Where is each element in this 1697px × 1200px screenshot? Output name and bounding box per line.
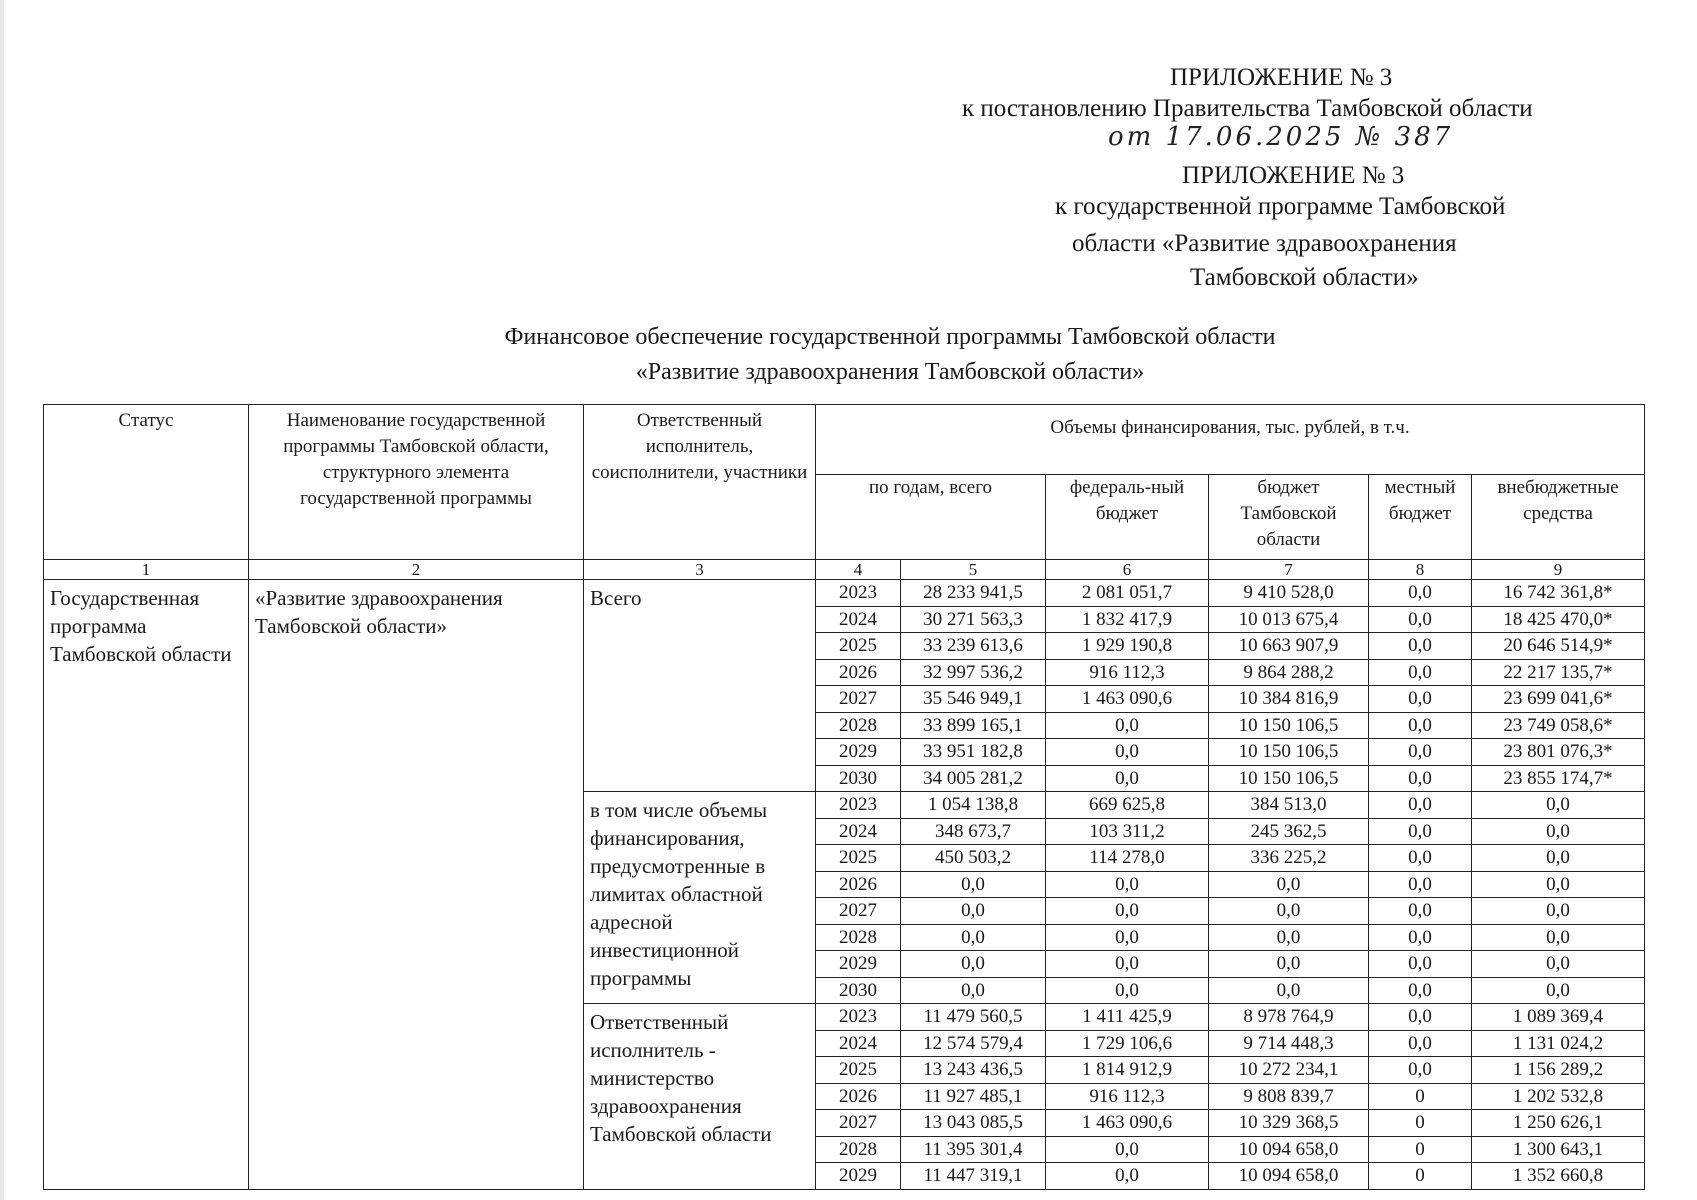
cell-regional: 9 410 528,0 — [1209, 580, 1369, 607]
cell-by-year-total: 33 899 165,1 — [901, 712, 1046, 739]
cell-by-year-total: 13 043 085,5 — [901, 1110, 1046, 1137]
executor-cell: в том числе объемы финансирования, предусмотренные в лимитах областной адресной инвестиционной программы — [584, 792, 816, 1004]
cell-extra: 0,0 — [1472, 924, 1645, 951]
decree-line: к постановлению Правительства Тамбовской области — [962, 95, 1533, 122]
cell-extra: 0,0 — [1472, 951, 1645, 978]
document-title-line-2: «Развитие здравоохранения Тамбовской области» — [635, 359, 1145, 385]
financing-table — [43, 404, 1645, 1190]
cell-local: 0,0 — [1369, 580, 1472, 607]
cell-extra: 16 742 361,8* — [1472, 580, 1645, 607]
cell-federal: 0,0 — [1046, 871, 1209, 898]
col-num: 7 — [1209, 560, 1369, 580]
cell-extra: 1 352 660,8 — [1472, 1163, 1645, 1190]
cell-regional: 0,0 — [1209, 951, 1369, 978]
cell-federal: 916 112,3 — [1046, 659, 1209, 686]
cell-federal: 1 729 106,6 — [1046, 1030, 1209, 1057]
cell-extra: 23 699 041,6* — [1472, 686, 1645, 713]
cell-federal: 0,0 — [1046, 951, 1209, 978]
cell-regional: 9 808 839,7 — [1209, 1083, 1369, 1110]
cell-local: 0,0 — [1369, 898, 1472, 925]
cell-by-year-total: 33 951 182,8 — [901, 739, 1046, 766]
cell-year: 2023 — [816, 1004, 901, 1031]
col-num: 5 — [901, 560, 1046, 580]
cell-local: 0,0 — [1369, 633, 1472, 660]
program-name-cell: «Развитие здравоохранения Тамбовской области» — [249, 580, 584, 1190]
header-executor: Ответственный исполнитель, соисполнители, участники — [584, 405, 816, 560]
cell-federal: 2 081 051,7 — [1046, 580, 1209, 607]
cell-regional: 10 150 106,5 — [1209, 712, 1369, 739]
col-num: 3 — [584, 560, 816, 580]
cell-by-year-total: 30 271 563,3 — [901, 606, 1046, 633]
cell-regional: 10 329 368,5 — [1209, 1110, 1369, 1137]
cell-by-year-total: 0,0 — [901, 977, 1046, 1004]
cell-year: 2027 — [816, 1110, 901, 1137]
cell-local: 0,0 — [1369, 871, 1472, 898]
cell-by-year-total: 0,0 — [901, 951, 1046, 978]
cell-year: 2024 — [816, 606, 901, 633]
cell-by-year-total: 35 546 949,1 — [901, 686, 1046, 713]
cell-year: 2029 — [816, 951, 901, 978]
executor-cell: Ответственный исполнитель - министерство здравоохранения Тамбовской области — [584, 1004, 816, 1190]
col-num: 2 — [249, 560, 584, 580]
cell-by-year-total: 0,0 — [901, 871, 1046, 898]
cell-extra: 0,0 — [1472, 818, 1645, 845]
cell-local: 0,0 — [1369, 1057, 1472, 1084]
header-by-year: по годам, всего — [816, 475, 1046, 560]
cell-federal: 0,0 — [1046, 977, 1209, 1004]
cell-by-year-total: 450 503,2 — [901, 845, 1046, 872]
cell-extra: 1 131 024,2 — [1472, 1030, 1645, 1057]
cell-regional: 384 513,0 — [1209, 792, 1369, 819]
column-number-row — [44, 560, 1645, 580]
program-line-2: области «Развитие здравоохранения — [1072, 230, 1457, 257]
cell-year: 2025 — [816, 845, 901, 872]
appendix-heading-2: ПРИЛОЖЕНИЕ № 3 — [1182, 162, 1405, 189]
cell-regional: 10 272 234,1 — [1209, 1057, 1369, 1084]
cell-year: 2030 — [816, 765, 901, 792]
cell-regional: 10 094 658,0 — [1209, 1163, 1369, 1190]
cell-regional: 245 362,5 — [1209, 818, 1369, 845]
cell-local: 0,0 — [1369, 818, 1472, 845]
document-title-line-1: Финансовое обеспечение государственной программы Тамбовской области — [504, 324, 1276, 350]
cell-year: 2025 — [816, 1057, 901, 1084]
cell-by-year-total: 13 243 436,5 — [901, 1057, 1046, 1084]
cell-extra: 0,0 — [1472, 871, 1645, 898]
cell-federal: 103 311,2 — [1046, 818, 1209, 845]
cell-year: 2030 — [816, 977, 901, 1004]
header-regional: бюджет Тамбовской области — [1209, 475, 1369, 560]
cell-extra: 1 202 532,8 — [1472, 1083, 1645, 1110]
col-num: 9 — [1472, 560, 1645, 580]
cell-extra: 0,0 — [1472, 845, 1645, 872]
cell-by-year-total: 11 395 301,4 — [901, 1136, 1046, 1163]
header-extra: внебюджетные средства — [1472, 475, 1645, 560]
cell-local: 0,0 — [1369, 739, 1472, 766]
cell-year: 2028 — [816, 924, 901, 951]
cell-extra: 18 425 470,0* — [1472, 606, 1645, 633]
cell-year: 2024 — [816, 1030, 901, 1057]
cell-regional: 9 864 288,2 — [1209, 659, 1369, 686]
cell-extra: 0,0 — [1472, 977, 1645, 1004]
scan-edge — [0, 0, 4, 1200]
cell-federal: 114 278,0 — [1046, 845, 1209, 872]
cell-by-year-total: 11 447 319,1 — [901, 1163, 1046, 1190]
header-status: Статус — [44, 405, 249, 560]
header-volumes: Объемы финансирования, тыс. рублей, в т.ч. — [816, 405, 1645, 475]
cell-federal: 1 814 912,9 — [1046, 1057, 1209, 1084]
cell-regional: 336 225,2 — [1209, 845, 1369, 872]
cell-year: 2025 — [816, 633, 901, 660]
cell-regional: 9 714 448,3 — [1209, 1030, 1369, 1057]
cell-year: 2029 — [816, 1163, 901, 1190]
col-num: 6 — [1046, 560, 1209, 580]
cell-regional: 0,0 — [1209, 977, 1369, 1004]
cell-by-year-total: 12 574 579,4 — [901, 1030, 1046, 1057]
cell-federal: 0,0 — [1046, 924, 1209, 951]
cell-local: 0,0 — [1369, 659, 1472, 686]
cell-local: 0,0 — [1369, 977, 1472, 1004]
cell-by-year-total: 11 927 485,1 — [901, 1083, 1046, 1110]
cell-federal: 0,0 — [1046, 1163, 1209, 1190]
col-num: 4 — [816, 560, 901, 580]
cell-year: 2023 — [816, 580, 901, 607]
handwritten-reference: от 17.06.2025 № 387 — [1108, 122, 1454, 152]
header-name: Наименование государственной программы Тамбовской области, структурного элемента государственной программы — [249, 405, 584, 560]
cell-by-year-total: 33 239 613,6 — [901, 633, 1046, 660]
cell-extra: 23 801 076,3* — [1472, 739, 1645, 766]
cell-federal: 1 832 417,9 — [1046, 606, 1209, 633]
cell-regional: 0,0 — [1209, 898, 1369, 925]
cell-year: 2026 — [816, 1083, 901, 1110]
cell-year: 2028 — [816, 712, 901, 739]
cell-by-year-total: 348 673,7 — [901, 818, 1046, 845]
cell-regional: 10 150 106,5 — [1209, 739, 1369, 766]
cell-federal: 1 411 425,9 — [1046, 1004, 1209, 1031]
cell-extra: 1 156 289,2 — [1472, 1057, 1645, 1084]
header-local: местный бюджет — [1369, 475, 1472, 560]
table-row — [44, 580, 1645, 607]
cell-federal: 669 625,8 — [1046, 792, 1209, 819]
cell-extra: 1 300 643,1 — [1472, 1136, 1645, 1163]
cell-local: 0 — [1369, 1136, 1472, 1163]
cell-regional: 0,0 — [1209, 924, 1369, 951]
cell-federal: 0,0 — [1046, 898, 1209, 925]
cell-extra: 23 855 174,7* — [1472, 765, 1645, 792]
appendix-heading-1: ПРИЛОЖЕНИЕ № 3 — [1170, 64, 1393, 91]
cell-regional: 10 384 816,9 — [1209, 686, 1369, 713]
cell-regional: 8 978 764,9 — [1209, 1004, 1369, 1031]
cell-year: 2026 — [816, 871, 901, 898]
cell-local: 0 — [1369, 1110, 1472, 1137]
cell-regional: 10 663 907,9 — [1209, 633, 1369, 660]
cell-year: 2026 — [816, 659, 901, 686]
cell-by-year-total: 28 233 941,5 — [901, 580, 1046, 607]
cell-extra: 1 089 369,4 — [1472, 1004, 1645, 1031]
cell-by-year-total: 32 997 536,2 — [901, 659, 1046, 686]
cell-extra: 23 749 058,6* — [1472, 712, 1645, 739]
cell-by-year-total: 0,0 — [901, 924, 1046, 951]
cell-local: 0,0 — [1369, 606, 1472, 633]
cell-local: 0,0 — [1369, 712, 1472, 739]
cell-local: 0,0 — [1369, 845, 1472, 872]
header-federal: федераль-ный бюджет — [1046, 475, 1209, 560]
col-num: 1 — [44, 560, 249, 580]
cell-local: 0,0 — [1369, 686, 1472, 713]
cell-federal: 1 463 090,6 — [1046, 1110, 1209, 1137]
cell-by-year-total: 11 479 560,5 — [901, 1004, 1046, 1031]
cell-federal: 0,0 — [1046, 1136, 1209, 1163]
cell-year: 2023 — [816, 792, 901, 819]
executor-cell: Всего — [584, 580, 816, 792]
cell-local: 0 — [1369, 1083, 1472, 1110]
cell-regional: 0,0 — [1209, 871, 1369, 898]
cell-federal: 0,0 — [1046, 765, 1209, 792]
program-line-1: к государственной программе Тамбовской — [1055, 193, 1506, 220]
cell-extra: 20 646 514,9* — [1472, 633, 1645, 660]
cell-federal: 0,0 — [1046, 712, 1209, 739]
cell-extra: 22 217 135,7* — [1472, 659, 1645, 686]
cell-local: 0,0 — [1369, 1030, 1472, 1057]
cell-by-year-total: 34 005 281,2 — [901, 765, 1046, 792]
status-cell: Государственная программа Тамбовской области — [44, 580, 249, 1190]
cell-extra: 0,0 — [1472, 792, 1645, 819]
cell-by-year-total: 1 054 138,8 — [901, 792, 1046, 819]
cell-extra: 1 250 626,1 — [1472, 1110, 1645, 1137]
cell-year: 2024 — [816, 818, 901, 845]
cell-year: 2027 — [816, 686, 901, 713]
cell-regional: 10 150 106,5 — [1209, 765, 1369, 792]
cell-by-year-total: 0,0 — [901, 898, 1046, 925]
cell-regional: 10 094 658,0 — [1209, 1136, 1369, 1163]
cell-year: 2029 — [816, 739, 901, 766]
program-line-3: Тамбовской области» — [1190, 264, 1419, 291]
cell-federal: 916 112,3 — [1046, 1083, 1209, 1110]
cell-extra: 0,0 — [1472, 898, 1645, 925]
cell-year: 2028 — [816, 1136, 901, 1163]
cell-federal: 1 463 090,6 — [1046, 686, 1209, 713]
cell-local: 0,0 — [1369, 1004, 1472, 1031]
cell-local: 0 — [1369, 1163, 1472, 1190]
cell-federal: 1 929 190,8 — [1046, 633, 1209, 660]
cell-local: 0,0 — [1369, 951, 1472, 978]
cell-local: 0,0 — [1369, 792, 1472, 819]
col-num: 8 — [1369, 560, 1472, 580]
cell-local: 0,0 — [1369, 765, 1472, 792]
cell-local: 0,0 — [1369, 924, 1472, 951]
cell-federal: 0,0 — [1046, 739, 1209, 766]
cell-regional: 10 013 675,4 — [1209, 606, 1369, 633]
cell-year: 2027 — [816, 898, 901, 925]
